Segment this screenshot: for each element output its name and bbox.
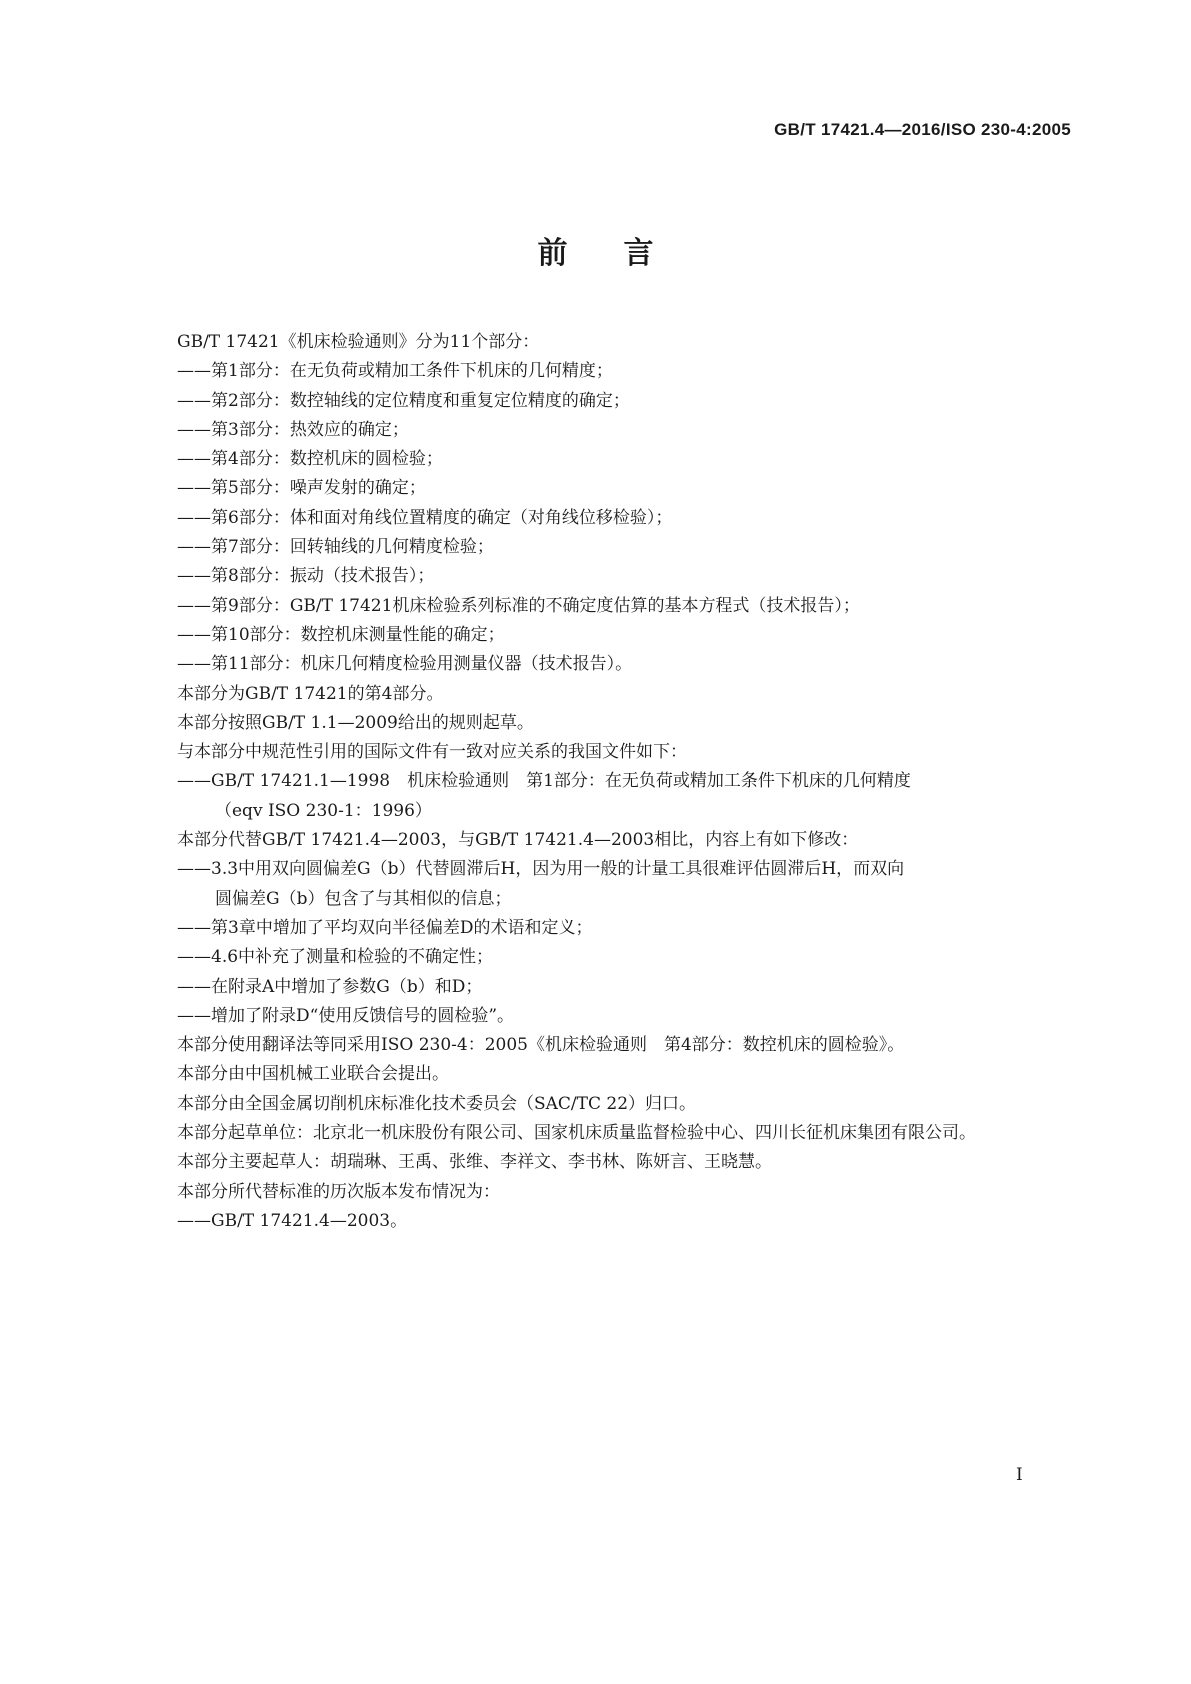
reference-continuation: （eqv ISO 230-1：1996） (215, 800, 432, 821)
paragraph: 本部分按照GB/T 1.1—2009给出的规则起草。 (177, 712, 534, 733)
change-item: ——增加了附录D“使用反馈信号的圆检验”。 (177, 1005, 515, 1026)
part-item: ——第8部分：振动（技术报告）； (177, 566, 435, 587)
paragraph: 本部分所代替标准的历次版本发布情况为： (177, 1181, 500, 1202)
page-number: I (1016, 1465, 1023, 1485)
document-body (120, 328, 1070, 1236)
paragraph: 本部分代替GB/T 17421.4—2003，与GB/T 17421.4—2003相比，内容上有如下修改： (177, 830, 859, 851)
part-item: ——第11部分：机床几何精度检验用测量仪器（技术报告）。 (177, 654, 633, 675)
part-item: ——第5部分：噪声发射的确定； (177, 478, 426, 499)
reference-item (120, 767, 1070, 826)
part-item: ——第6部分：体和面对角线位置精度的确定（对角线位移检验）； (177, 507, 673, 528)
change-item (120, 855, 1070, 914)
page-title: 前言 (537, 236, 710, 271)
paragraph: 本部分主要起草人：胡瑞琳、王禹、张维、李祥文、李书林、陈妍言、王晓慧。 (177, 1152, 772, 1173)
paragraph: 本部分由全国金属切削机床标准化技术委员会（SAC/TC 22）归口。 (177, 1093, 697, 1114)
part-item: ——第7部分：回转轴线的几何精度检验； (177, 537, 494, 558)
part-item: ——第2部分：数控轴线的定位精度和重复定位精度的确定； (177, 390, 630, 411)
history-item: ——GB/T 17421.4—2003。 (177, 1210, 408, 1231)
part-item: ——第9部分：GB/T 17421机床检验系列标准的不确定度估算的基本方程式（技术报告）； (177, 595, 860, 616)
paragraph: 本部分由中国机械工业联合会提出。 (177, 1064, 449, 1085)
part-item: ——第10部分：数控机床测量性能的确定； (177, 624, 505, 645)
part-item: ——第4部分：数控机床的圆检验； (177, 449, 443, 470)
change-continuation: 圆偏差G（b）包含了与其相似的信息； (215, 888, 512, 909)
reference-line: ——GB/T 17421.1—1998 机床检验通则 第1部分：在无负荷或精加工条件下机床的几何精度 (177, 771, 911, 792)
paragraph: 与本部分中规范性引用的国际文件有一致对应关系的我国文件如下： (177, 742, 687, 763)
change-item: ——第3章中增加了平均双向半径偏差D的术语和定义； (177, 917, 593, 938)
change-item: ——在附录A中增加了参数G（b）和D； (177, 976, 483, 997)
change-item: ——4.6中补充了测量和检验的不确定性； (177, 947, 494, 968)
paragraph: 本部分起草单位：北京北一机床股份有限公司、国家机床质量监督检验中心、四川长征机床集团有限公司。 (177, 1123, 976, 1144)
part-item: ——第3部分：热效应的确定； (177, 419, 409, 440)
change-line: ——3.3中用双向圆偏差G（b）代替圆滞后H，因为用一般的计量工具很难评估圆滞后H，而双向 (177, 859, 905, 880)
standard-code: GB/T 17421.4—2016/ISO 230-4:2005 (774, 120, 1071, 139)
part-item: ——第1部分：在无负荷或精加工条件下机床的几何精度； (177, 361, 613, 382)
paragraph: 本部分为GB/T 17421的第4部分。 (177, 683, 444, 704)
intro-paragraph: GB/T 17421《机床检验通则》分为11个部分： (177, 332, 540, 352)
paragraph: 本部分使用翻译法等同采用ISO 230-4：2005《机床检验通则 第4部分：数控机床的圆检验》。 (177, 1035, 905, 1056)
